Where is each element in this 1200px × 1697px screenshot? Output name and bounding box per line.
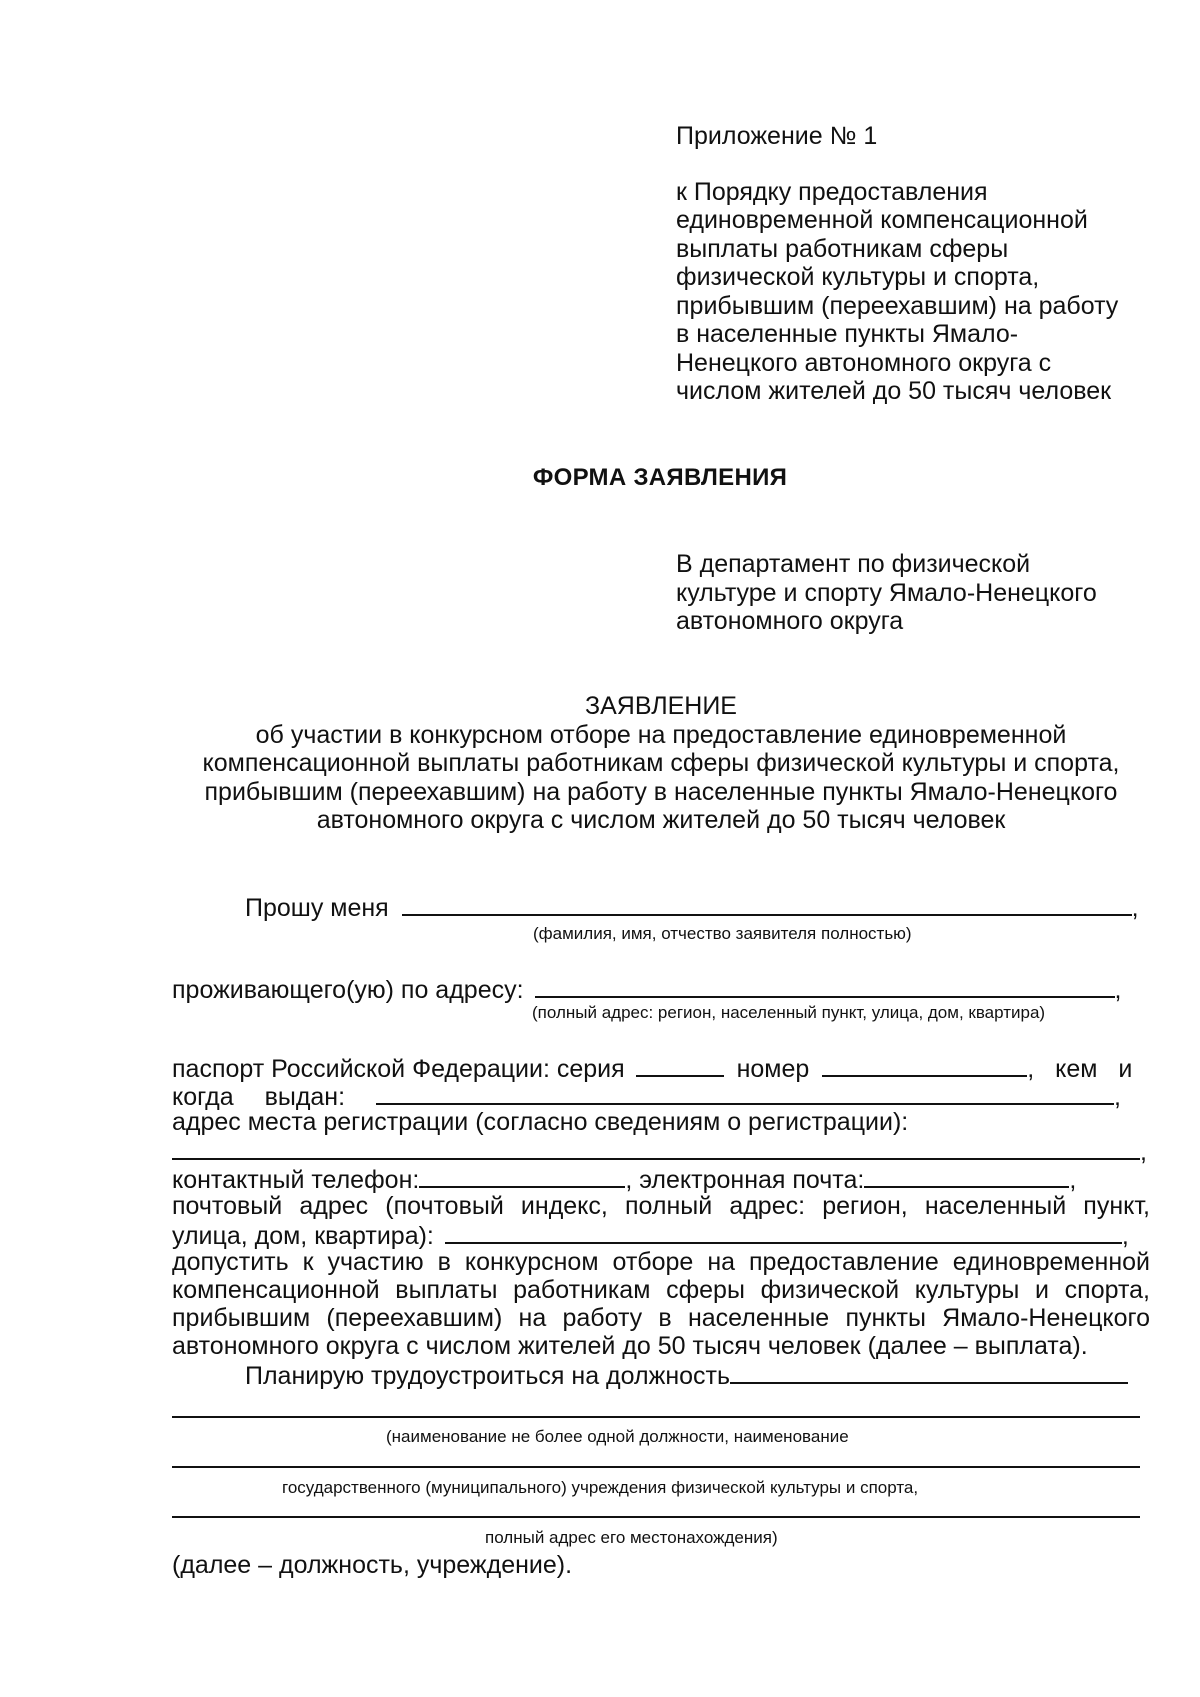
- appendix-line: единовременной компенсационной: [676, 206, 1088, 234]
- issued-field[interactable]: [376, 1081, 1114, 1105]
- admit-line: прибывшим (переехавшим) на работу в населенные пункты Ямало-Ненецкого: [172, 1304, 1150, 1332]
- comma: ,: [1140, 1138, 1147, 1166]
- position-field[interactable]: [730, 1360, 1128, 1384]
- comma: ,: [1131, 894, 1139, 922]
- admit-paragraph: [172, 1248, 1150, 1360]
- comma: ,: [1121, 1222, 1129, 1250]
- comma: ,: [1114, 1083, 1121, 1111]
- appendix-line: физической культуры и спорта,: [676, 263, 1040, 291]
- phone-label: контактный телефон:: [172, 1166, 420, 1194]
- position-caption-2: государственного (муниципального) учреждения физической культуры и спорта,: [282, 1478, 919, 1497]
- issued-by-label: , кем и: [1027, 1055, 1133, 1083]
- appendix-line: выплаты работникам сферы: [676, 234, 1009, 263]
- position-caption-1: (наименование не более одной должности, наименование: [386, 1427, 849, 1446]
- registration-field[interactable]: [172, 1136, 1140, 1160]
- form-title: ФОРМА ЗАЯВЛЕНИЯ: [532, 464, 788, 491]
- postal-label-2: улица, дом, квартира):: [172, 1222, 434, 1250]
- email-field[interactable]: [864, 1164, 1069, 1188]
- address-caption: (полный адрес: регион, населенный пункт, улица, дом, квартира): [532, 1003, 1046, 1022]
- statement-line: прибывшим (переехавшим) на работу в населенные пункты Ямало-Ненецкого: [204, 777, 1118, 806]
- statement-line: автономного округа с числом жителей до 50 тысяч человек: [316, 806, 1006, 834]
- position-label: Планирую трудоустроиться на должность: [245, 1362, 730, 1390]
- position-caption-3: полный адрес его местонахождения): [485, 1528, 778, 1547]
- phone-field[interactable]: [419, 1164, 625, 1188]
- issued-when-label: когда: [172, 1083, 234, 1111]
- recipient-block: [676, 550, 1156, 636]
- passport-number-field[interactable]: [822, 1053, 1027, 1077]
- appendix-line: к Порядку предоставления: [676, 177, 988, 206]
- email-label: , электронная почта:: [625, 1166, 865, 1194]
- passport-number-label: номер: [736, 1055, 810, 1083]
- appendix-number: Приложение № 1: [676, 122, 878, 150]
- appendix-line: прибывшим (переехавшим) на работу: [676, 291, 1119, 320]
- appendix-line: числом жителей до 50 тысяч человек: [676, 377, 1112, 405]
- address-field[interactable]: [535, 974, 1115, 998]
- postal-address-field[interactable]: [445, 1220, 1122, 1244]
- comma: ,: [1114, 976, 1122, 1004]
- recipient-line: культуре и спорту Ямало-Ненецкого: [676, 578, 1097, 607]
- position-row: [245, 1360, 1150, 1391]
- appendix-block: [676, 122, 1156, 406]
- postal-row: [172, 1220, 1150, 1251]
- position-line-1[interactable]: [172, 1416, 1140, 1418]
- closing-text: (далее – должность, учреждение).: [172, 1551, 573, 1579]
- registration-label: адрес места регистрации (согласно сведениям о регистрации):: [172, 1108, 909, 1136]
- issued-label: выдан:: [264, 1083, 346, 1111]
- statement-heading: [172, 692, 1150, 835]
- statement-title: ЗАЯВЛЕНИЕ: [584, 692, 737, 720]
- recipient-line: автономного округа: [676, 607, 904, 635]
- full-name-caption: (фамилия, имя, отчество заявителя полностью): [533, 924, 912, 943]
- admit-line: автономного округа с числом жителей до 50 тысяч человек (далее – выплата).: [172, 1332, 1088, 1360]
- contacts-row: [172, 1164, 1150, 1195]
- passport-row: [172, 1053, 1150, 1084]
- address-row: [172, 974, 1150, 1005]
- passport-series-field[interactable]: [636, 1053, 724, 1077]
- full-name-field[interactable]: [402, 892, 1132, 916]
- comma: ,: [1069, 1166, 1077, 1194]
- admit-line: компенсационной выплаты работникам сферы физической культуры и спорта,: [172, 1276, 1150, 1304]
- recipient-line: В департамент по физической: [676, 550, 1031, 578]
- position-line-3[interactable]: [172, 1516, 1140, 1518]
- request-row: [245, 892, 1150, 923]
- position-line-2[interactable]: [172, 1466, 1140, 1468]
- statement-line: компенсационной выплаты работникам сферы физической культуры и спорта,: [202, 749, 1120, 777]
- postal-label: почтовый адрес (почтовый индекс, полный адрес: регион, населенный пункт,: [172, 1192, 1150, 1220]
- appendix-line: Ненецкого автономного округа с: [676, 348, 1052, 377]
- request-label: Прошу меня: [245, 894, 389, 922]
- admit-line: допустить к участию в конкурсном отборе на предоставление единовременной: [172, 1248, 1150, 1276]
- registration-row: [172, 1136, 1150, 1167]
- address-label: проживающего(ую) по адресу:: [172, 976, 524, 1004]
- passport-label: паспорт Российской Федерации: серия: [172, 1055, 625, 1083]
- appendix-line: в населенные пункты Ямало-: [676, 320, 1019, 348]
- statement-line: об участии в конкурсном отборе на предоставление единовременной: [255, 720, 1067, 749]
